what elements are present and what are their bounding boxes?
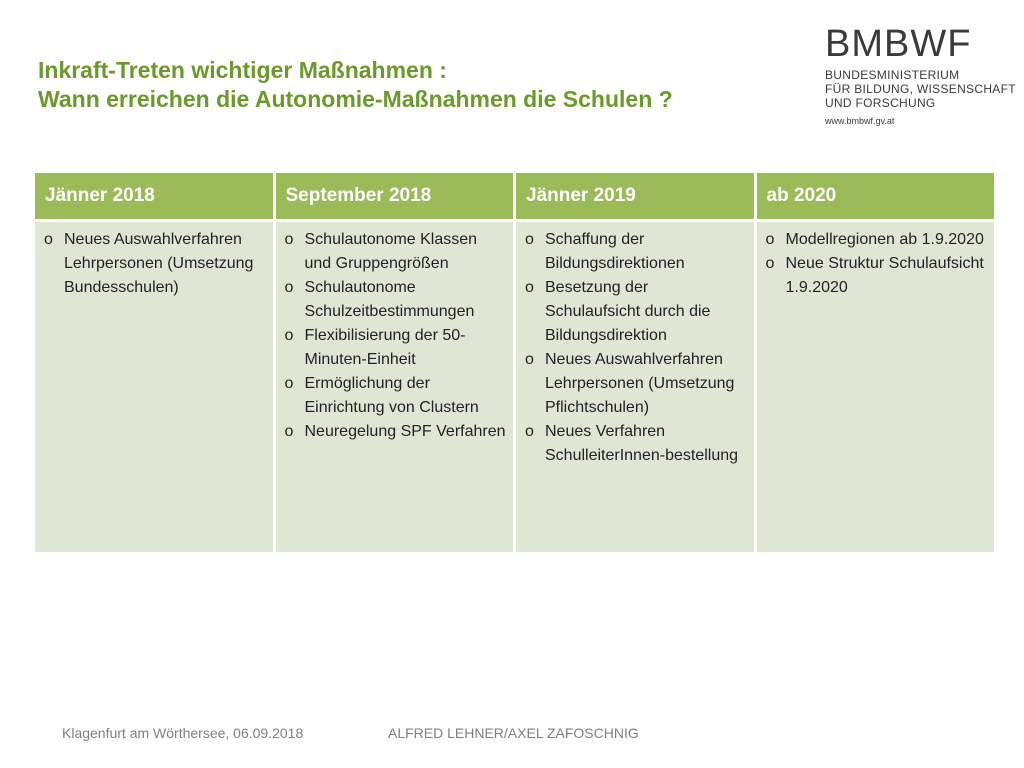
logo-line-3: UND FORSCHUNG <box>825 96 936 110</box>
timeline-header-row <box>35 173 994 222</box>
logo-wordmark: BMBWF <box>825 23 972 65</box>
list-item: o Neues Auswahlverfahren Lehrpersonen (Umsetzung Pflichtschulen) <box>524 348 748 420</box>
logo-ministry-name <box>825 68 1016 110</box>
timeline-table <box>32 173 997 552</box>
measure-list <box>765 228 989 300</box>
measure-list <box>43 228 267 300</box>
column-header-jaenner-2018: Jänner 2018 <box>35 173 273 222</box>
list-item: o Neues Auswahlverfahren Lehrpersonen (Umsetzung Bundesschulen) <box>43 228 267 300</box>
logo-url: www.bmbwf.gv.at <box>825 116 895 126</box>
list-item: o Besetzung der Schulaufsicht durch die Bildungsdirektion <box>524 276 748 348</box>
list-item: o Modellregionen ab 1.9.2020 <box>765 228 989 252</box>
logo-line-2: FÜR BILDUNG, WISSENSCHAFT <box>825 82 1016 96</box>
list-item: o Neuregelung SPF Verfahren <box>284 420 508 444</box>
list-item: o Schulautonome Schulzeitbestimmungen <box>284 276 508 324</box>
column-cell-jaenner-2019 <box>516 222 754 552</box>
slide-title <box>38 56 673 114</box>
bmbwf-logo <box>825 24 1016 126</box>
column-header-september-2018: September 2018 <box>276 173 514 222</box>
list-item: o Schulautonome Klassen und Gruppengrößen <box>284 228 508 276</box>
list-item: o Ermöglichung der Einrichtung von Clustern <box>284 372 508 420</box>
list-item: o Neues Verfahren SchulleiterInnen-bestellung <box>524 420 748 468</box>
measure-list <box>524 228 748 468</box>
column-cell-jaenner-2018 <box>35 222 273 552</box>
footer-authors: ALFRED LEHNER/AXEL ZAFOSCHNIG <box>388 725 639 741</box>
measure-list <box>284 228 508 444</box>
list-item: o Schaffung der Bildungsdirektionen <box>524 228 748 276</box>
column-cell-september-2018 <box>276 222 514 552</box>
column-cell-ab-2020 <box>757 222 995 552</box>
column-header-jaenner-2019: Jänner 2019 <box>516 173 754 222</box>
title-line-2: Wann erreichen die Autonomie-Maßnahmen die Schulen ? <box>38 86 673 112</box>
column-header-ab-2020: ab 2020 <box>757 173 995 222</box>
list-item: o Flexibilisierung der 50-Minuten-Einheit <box>284 324 508 372</box>
timeline-body-row <box>35 222 994 552</box>
footer-location-date: Klagenfurt am Wörthersee, 06.09.2018 <box>62 725 304 741</box>
list-item: o Neue Struktur Schulaufsicht 1.9.2020 <box>765 252 989 300</box>
logo-line-1: BUNDESMINISTERIUM <box>825 68 960 82</box>
title-line-1: Inkraft-Treten wichtiger Maßnahmen : <box>38 57 447 83</box>
